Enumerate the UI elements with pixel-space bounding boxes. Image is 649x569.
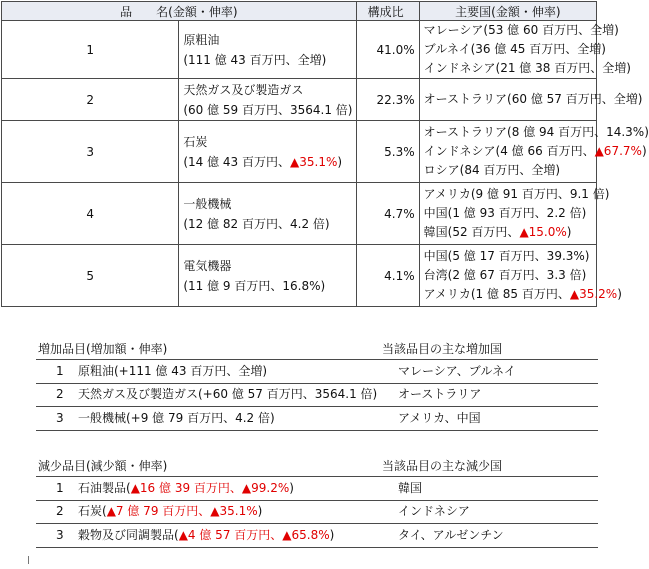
decrease-item-text: 石炭(▲7 億 79 百万円、▲35.1%) [78,504,263,518]
item-detail: (11 億 9 百万円、16.8%) [183,278,326,293]
decrease-item-row [36,500,598,524]
table-row [2,79,597,121]
decrease-countries-title: 当該品目の主な減少国 [382,459,503,473]
country-line: アメリカ(1 億 85 百万円、▲35.2%) [423,287,622,301]
increase-countries-title: 当該品目の主な増加国 [382,342,503,356]
increase-item-row [36,407,598,431]
increase-item-text: 原粗油(+111 億 43 百万円、全増) [78,364,268,378]
country-cell [419,79,643,121]
decrease-item-number: 3 [56,528,64,542]
row-number: 3 [2,121,179,183]
decrease-item-countries: タイ、アルゼンチン [398,528,504,542]
item-name: 石炭 [183,134,208,149]
country-cell [419,121,649,183]
item-cell [179,245,356,307]
country-line: 台湾(2 億 67 百万円、3.3 倍) [423,268,587,282]
country-line: オーストラリア(8 億 94 百万円、14.3%) [423,125,649,139]
increase-item-number: 3 [56,411,64,425]
item-ratio: 5.3% [356,121,419,183]
item-ratio: 41.0% [356,21,419,79]
increase-item-number: 2 [56,387,64,401]
increase-item-text: 天然ガス及び製造ガス(+60 億 57 百万円、3564.1 倍) [78,387,378,401]
increase-section-title: 増加品目(増加額・伸率) [38,342,168,356]
increase-item-text: 一般機械(+9 億 79 百万円、4.2 倍) [78,411,275,425]
decrease-item-row [36,476,598,501]
page-mark [28,556,29,564]
item-name: 原粗油 [183,32,220,47]
table-header [2,2,597,21]
country-line: ロシア(84 百万円、全増) [423,163,561,177]
item-cell [179,121,356,183]
item-cell [179,183,356,245]
decrease-item-row [36,524,598,548]
increase-item-countries: オーストラリア [398,387,482,401]
country-line: 中国(1 億 93 百万円、2.2 倍) [423,206,587,220]
row-number: 4 [2,183,179,245]
item-detail: (14 億 43 百万円、▲35.1%) [183,154,343,169]
country-cell [419,21,631,79]
item-ratio: 4.1% [356,245,419,307]
country-line: 中国(5 億 17 百万円、39.3%) [423,249,590,263]
item-name: 一般機械 [183,196,232,211]
table-row [2,183,597,245]
item-cell [179,21,356,79]
decrease-item-number: 2 [56,504,64,518]
increase-item-row [36,383,598,407]
row-number: 1 [2,21,179,79]
decrease-item-countries: インドネシア [398,504,470,518]
country-line: マレーシア(53 億 60 百万円、全増) [423,23,619,37]
increase-item-row [36,359,598,384]
item-detail: (60 億 59 百万円、3564.1 倍) [183,102,353,117]
item-name: 電気機器 [183,258,232,273]
country-line: アメリカ(9 億 91 百万円、9.1 倍) [423,187,610,201]
decrease-item-countries: 韓国 [398,481,423,495]
header-ratio: 構成比 [356,2,419,21]
country-line: インドネシア(21 億 38 百万円、全増) [423,61,631,75]
decrease-section-title: 減少品目(減少額・伸率) [38,459,168,473]
header-item: 品 名(金額・伸率) [2,2,357,21]
table-row [2,121,597,183]
country-cell [419,183,610,245]
decrease-item-text: 石油製品(▲16 億 39 百万円、▲99.2%) [78,481,294,495]
header-country: 主要国(金額・伸率) [419,2,596,21]
decrease-item-number: 1 [56,481,64,495]
country-line: ブルネイ(36 億 45 百万円、全増) [423,42,606,56]
country-cell [419,245,622,307]
increase-item-number: 1 [56,364,64,378]
country-line: インドネシア(4 億 66 百万円、▲67.7%) [423,144,647,158]
row-number: 5 [2,245,179,307]
country-line: 韓国(52 百万円、▲15.0%) [423,225,572,239]
row-number: 2 [2,79,179,121]
increase-item-countries: アメリカ、中国 [398,411,481,425]
item-cell [179,79,356,121]
item-ratio: 22.3% [356,79,419,121]
item-detail: (12 億 82 百万円、4.2 倍) [183,216,330,231]
item-detail: (111 億 43 百万円、全増) [183,52,327,67]
increase-item-countries: マレーシア、ブルネイ [398,364,516,378]
country-line: オーストラリア(60 億 57 百万円、全増) [423,92,643,106]
table-row [2,21,597,79]
import-items-table [1,1,649,307]
table-row [2,245,597,307]
decrease-item-text: 穀物及び同調製品(▲4 億 57 百万円、▲65.8%) [78,528,335,542]
item-ratio: 4.7% [356,183,419,245]
item-name: 天然ガス及び製造ガス [183,82,304,97]
